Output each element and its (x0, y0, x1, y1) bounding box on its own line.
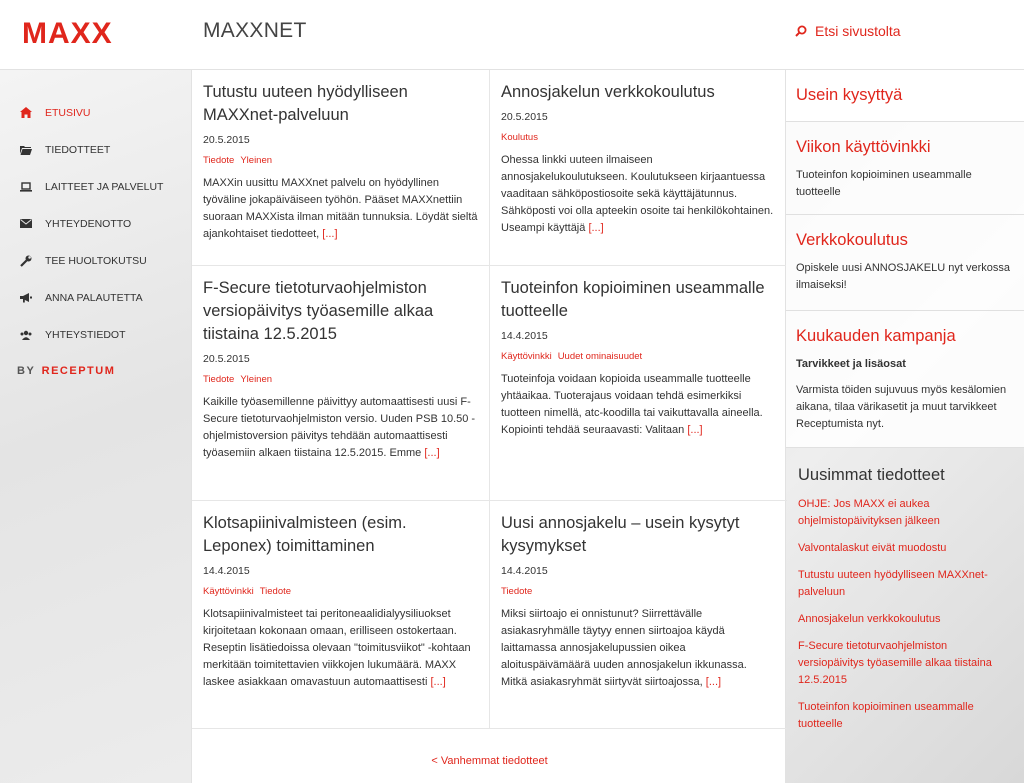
post-tags (501, 351, 775, 362)
news-item[interactable]: Tutustu uuteen hyödylliseen MAXXnet-palveluun (798, 569, 988, 598)
post-card (192, 501, 490, 729)
by-prefix: BY (17, 365, 36, 377)
sidebar-item-tiedotteet[interactable] (0, 131, 191, 168)
sidebar-item-yhteydenotto[interactable] (0, 205, 191, 242)
post-tag[interactable]: Yleinen (240, 374, 273, 385)
sidebar-item-label: YHTEYSTIEDOT (45, 328, 126, 341)
post-excerpt-text: MAXXin uusittu MAXXnet palvelu on hyödyllinen työväline jokapäiväiseen työhön. Pääset MAXXnettiin suoraan MAXXista ilman mitään tunnuksia. Löydät sieltä ajankohtaiset tiedotteet, (203, 177, 478, 240)
read-more-link[interactable]: [...] (424, 447, 440, 459)
wrench-icon (19, 254, 33, 268)
search-label: Etsi sivustolta (815, 23, 901, 39)
post-title[interactable]: Uusi annosjakelu – usein kysytyt kysymykset (501, 514, 740, 555)
read-more-link[interactable]: [...] (705, 676, 722, 688)
post-tags (501, 132, 775, 143)
news-item[interactable]: F-Secure tietoturvaohjelmiston versiopäivitys työasemille alkaa tiistaina 12.5.2015 (798, 640, 992, 686)
post-date: 20.5.2015 (501, 111, 548, 123)
post-title[interactable]: Tutustu uuteen hyödylliseen MAXXnet-palveluun (203, 83, 408, 124)
faq-title[interactable]: Usein kysyttyä (796, 86, 903, 104)
post-tag[interactable]: Tiedote (203, 374, 235, 385)
sidebar-item-label: ETUSIVU (45, 106, 91, 119)
sidebar-item-label: YHTEYDENOTTO (45, 217, 132, 230)
campaign-widget (786, 311, 1024, 448)
news-item[interactable]: Tuoteinfon kopioiminen useammalle tuotteelle (798, 701, 974, 730)
news-item[interactable]: Annosjakelun verkkokoulutus (798, 613, 941, 625)
course-text[interactable]: Opiskele uusi ANNOSJAKELU nyt verkossa ilmaiseksi! (796, 262, 1010, 291)
sidebar-item-label: ANNA PALAUTETTA (45, 291, 143, 304)
sidebar-item-palaute[interactable] (0, 279, 191, 316)
course-widget (786, 215, 1024, 311)
post-tags (203, 374, 478, 385)
site-title: MAXXNET (203, 19, 307, 42)
post-card (192, 266, 490, 501)
post-date: 14.4.2015 (501, 330, 548, 342)
post-date: 14.4.2015 (501, 565, 548, 577)
by-receptum[interactable] (17, 365, 115, 377)
post-card (192, 70, 490, 266)
post-tags (203, 155, 478, 166)
site-header (0, 0, 1024, 70)
post-title[interactable]: Annosjakelun verkkokoulutus (501, 83, 715, 101)
sidebar-item-label: TIEDOTTEET (45, 143, 111, 156)
search-link[interactable] (795, 23, 901, 39)
receptum-logo: RECEPTUM (41, 365, 116, 377)
laptop-icon (19, 180, 33, 194)
campaign-subtitle: Tarvikkeet ja lisäosat (796, 358, 906, 370)
maxx-logo[interactable]: MAXX (22, 17, 113, 50)
post-excerpt-text: Miksi siirtoajo ei onnistunut? Siirrettävälle asiakasryhmälle täytyy ennen siirtoajoa käydä laittamassa annosjakelupussien oikea aloituspäivämäärä uuden annosjakelun ikkunassa. Mitkä asiakasryhmät siirtyvät siirtoajossa, (501, 608, 747, 688)
post-card (489, 70, 787, 266)
sidebar-item-laitteet[interactable] (0, 168, 191, 205)
post-tag[interactable]: Tiedote (203, 155, 235, 166)
post-tag[interactable]: Tiedote (501, 586, 533, 597)
post-card (489, 266, 787, 501)
post-date: 20.5.2015 (203, 353, 250, 365)
search-icon (795, 25, 807, 37)
tip-text[interactable]: Tuoteinfon kopioiminen useammalle tuotteelle (796, 169, 972, 198)
read-more-link[interactable]: [...] (430, 676, 446, 688)
post-tags (501, 586, 775, 597)
read-more-link[interactable]: [...] (588, 222, 604, 234)
megaphone-icon (19, 291, 33, 305)
read-more-link[interactable]: [...] (687, 424, 703, 436)
news-item[interactable]: Valvontalaskut eivät muodostu (798, 542, 947, 554)
news-item[interactable]: OHJE: Jos MAXX ei aukea ohjelmistopäivityksen jälkeen (798, 498, 940, 527)
sidebar-item-etusivu[interactable] (0, 94, 191, 131)
older-posts-link[interactable]: < Vanhemmat tiedotteet (431, 755, 548, 767)
tip-widget (786, 122, 1024, 215)
folder-icon (19, 143, 33, 157)
post-date: 14.4.2015 (203, 565, 250, 577)
post-card (489, 501, 787, 729)
faq-widget (786, 70, 1024, 122)
campaign-title[interactable]: Kuukauden kampanja (796, 327, 956, 345)
post-excerpt (501, 152, 775, 237)
post-excerpt (501, 371, 775, 439)
post-title[interactable]: Tuoteinfon kopioiminen useammalle tuotteelle (501, 279, 765, 320)
post-tag[interactable]: Yleinen (240, 155, 273, 166)
post-excerpt (203, 606, 478, 691)
sidebar-nav (0, 70, 191, 353)
envelope-icon (19, 217, 33, 231)
post-tag[interactable]: Uudet ominaisuudet (557, 351, 643, 362)
post-excerpt (203, 394, 478, 462)
sidebar-item-label: LAITTEET JA PALVELUT (45, 180, 164, 193)
posts-grid (191, 70, 786, 783)
campaign-text: Varmista töiden sujuvuus myös kesälomien aikana, tilaa värikasetit ja muut tarvikkeet Receptumista nyt. (796, 384, 1007, 430)
course-title[interactable]: Verkkokoulutus (796, 231, 908, 249)
post-tag[interactable]: Koulutus (501, 132, 538, 143)
news-title: Uusimmat tiedotteet (798, 466, 945, 484)
post-excerpt (501, 606, 775, 691)
users-icon (19, 328, 33, 342)
post-tag[interactable]: Tiedote (259, 586, 292, 597)
post-tags (203, 586, 478, 597)
home-icon (19, 106, 33, 120)
latest-news-widget (786, 448, 1024, 733)
read-more-link[interactable]: [...] (322, 228, 338, 240)
news-list (798, 496, 1012, 733)
post-date: 20.5.2015 (203, 134, 250, 146)
sidebar-item-huoltokutsu[interactable] (0, 242, 191, 279)
post-title[interactable]: Klotsapiinivalmisteen (esim. Leponex) toimittaminen (203, 514, 407, 555)
post-excerpt-text: Kaikille työasemillenne päivittyy automaattisesti uusi F-Secure tietoturvaohjelmiston versio. Uuden PSB 10.50 -ohjelmistoversion päivitys tehdään automaattisesti työasemiin alkaen tiistaina 12.5.2015. Emme (203, 396, 476, 459)
post-excerpt (203, 175, 478, 243)
sidebar-item-yhteystiedot[interactable] (0, 316, 191, 353)
right-sidebar (786, 70, 1024, 783)
sidebar-item-label: TEE HUOLTOKUTSU (45, 254, 147, 267)
post-excerpt-text: Tuoteinfoja voidaan kopioida useammalle tuotteelle yhtäaikaa. Tuoterajaus voidaan tehdä esimerkiksi tuotteen nimellä, atc-koodilla tai vaikuttavalla aineella. Kopiointi tehdää seuraavasti: Valitaan (501, 373, 763, 436)
post-excerpt-text: Klotsapiinivalmisteet tai peritoneaalidialyysiliuokset kirjoitetaan kokonaan omaan, erilliseen ostokertaan. Reseptin lisätiedoissa olevaan "toimitusviikot" -kohtaan merkitään toimitettavien viikkojen lukumäärä. MAXX laskee asiakkaan omavastuun automaattisesti (203, 608, 471, 688)
sidebar (0, 70, 191, 783)
tip-title[interactable]: Viikon käyttövinkki (796, 138, 931, 156)
post-title[interactable]: F-Secure tietoturvaohjelmiston versiopäivitys työasemille alkaa tiistaina 12.5.2015 (203, 279, 434, 343)
post-excerpt-text: Ohessa linkki uuteen ilmaiseen annosjakelukoulutukseen. Koulutukseen kirjaantuessa vaaditaan sähköpostiosoite sekä käyttäjätunnus. Sähköposti voi olla apteekin osoite tai henkilökohtainen. Useampi käyttäjä (501, 154, 774, 234)
post-tag[interactable]: Käyttövinkki (203, 586, 254, 597)
post-tag[interactable]: Käyttövinkki (501, 351, 552, 362)
